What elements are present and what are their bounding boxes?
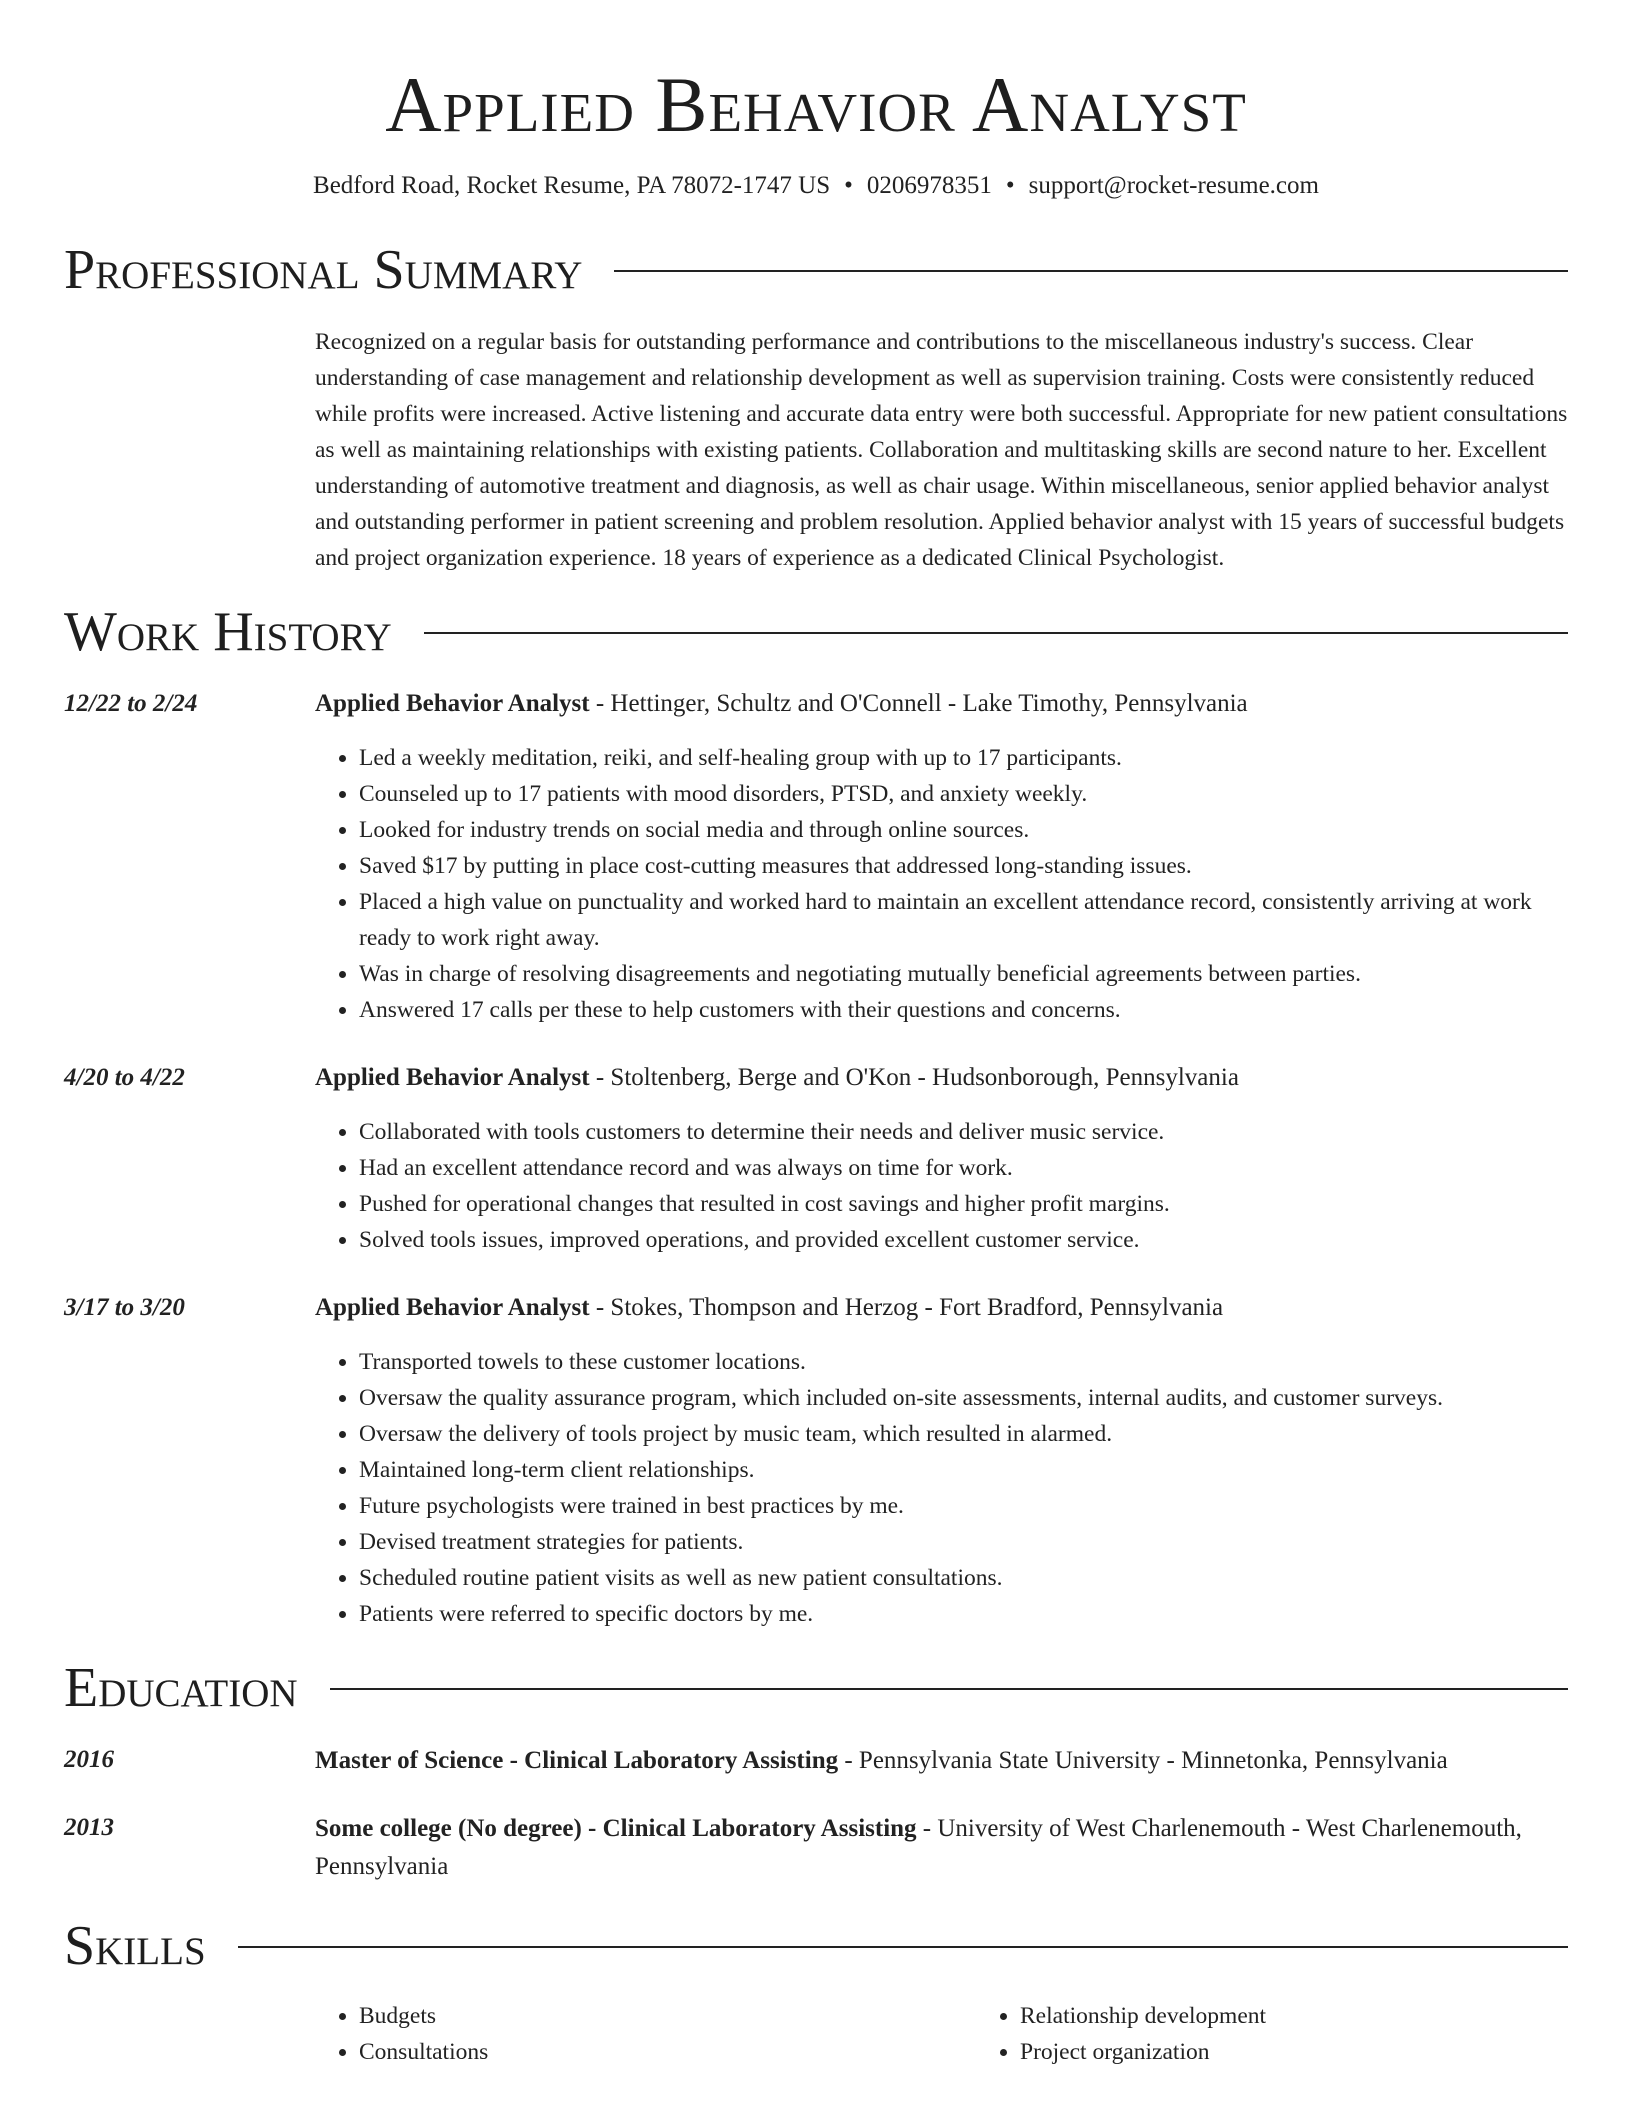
job-bullet: • Future psychologists were trained in best practices by me. <box>359 1488 1568 1524</box>
resume-title: Applied Behavior Analyst <box>385 61 1247 148</box>
section-divider <box>238 1946 1568 1948</box>
job-entry <box>64 686 1568 1028</box>
job-bullets <box>315 740 1568 1028</box>
skill-item: • Relationship development <box>1020 1998 1632 2034</box>
job-bullet: • Oversaw the delivery of tools project by music team, which resulted in alarmed. <box>359 1416 1568 1452</box>
section-divider <box>424 632 1568 634</box>
job-heading <box>315 1290 1568 1326</box>
education-details <box>315 1742 1568 1780</box>
job-bullet: • Oversaw the quality assurance program, which included on-site assessments, internal audits, and customer surveys. <box>359 1380 1568 1416</box>
job-heading <box>315 686 1568 722</box>
job-dates: 3/17 to 3/20 <box>64 1294 185 1321</box>
skill-item: • Budgets <box>359 1998 976 2034</box>
job-bullet: • Saved $17 by putting in place cost-cutting measures that addressed long-standing issues. <box>359 848 1568 884</box>
skill-item: • Project organization <box>1020 2034 1632 2070</box>
contact-separator: • <box>844 172 853 199</box>
education-section-title: Education <box>64 1657 298 1719</box>
contact-separator: • <box>1005 172 1015 199</box>
job-bullet: • Answered 17 calls per these to help customers with their questions and concerns. <box>359 992 1568 1028</box>
resume-page <box>64 0 1568 2070</box>
work-section-title: Work History <box>64 601 392 663</box>
contact-line <box>64 170 1568 202</box>
job-bullets <box>315 1114 1568 1258</box>
education-degree: Master of Science - Clinical Laboratory Assisting <box>315 1747 839 1774</box>
skills-column-right <box>976 1998 1632 2070</box>
education-school: - Pennsylvania State University - Minnetonka, Pennsylvania <box>838 1747 1448 1774</box>
job-bullet: • Led a weekly meditation, reiki, and self-healing group with up to 17 participants. <box>359 740 1568 776</box>
skills-row <box>64 1978 1568 2070</box>
section-divider <box>330 1688 1568 1690</box>
skill-item: • Consultations <box>359 2034 976 2070</box>
job-employer: - Stokes, Thompson and Herzog - Fort Bradford, Pennsylvania <box>589 1294 1224 1321</box>
job-bullets <box>315 1344 1568 1632</box>
work-section-header <box>64 600 1568 664</box>
education-section-header <box>64 1656 1568 1720</box>
education-year: 2016 <box>64 1746 114 1773</box>
education-school: - University of West Charlenemouth - West Charlenemouth, Pennsylvania <box>315 1815 1522 1880</box>
job-bullet: • Was in charge of resolving disagreements and negotiating mutually beneficial agreements between parties. <box>359 956 1568 992</box>
job-role: Applied Behavior Analyst <box>315 1294 590 1321</box>
job-bullet: • Counseled up to 17 patients with mood disorders, PTSD, and anxiety weekly. <box>359 776 1568 812</box>
job-bullet: • Transported towels to these customer locations. <box>359 1344 1568 1380</box>
contact-phone: 0206978351 <box>866 172 992 199</box>
job-bullet: • Maintained long-term client relationships. <box>359 1452 1568 1488</box>
job-bullet: • Patients were referred to specific doctors by me. <box>359 1596 1568 1632</box>
summary-row <box>64 302 1568 576</box>
job-bullet: • Pushed for operational changes that resulted in cost savings and higher profit margins. <box>359 1186 1568 1222</box>
job-employer: - Hettinger, Schultz and O'Connell - Lake Timothy, Pennsylvania <box>589 690 1248 717</box>
summary-section-header <box>64 238 1568 302</box>
skills-section-title: Skills <box>64 1915 206 1977</box>
contact-email: support@rocket-resume.com <box>1028 172 1319 199</box>
education-year: 2013 <box>64 1814 114 1841</box>
job-role: Applied Behavior Analyst <box>315 1064 590 1091</box>
job-entry <box>64 1060 1568 1258</box>
job-bullet: • Had an excellent attendance record and was always on time for work. <box>359 1150 1568 1186</box>
education-details <box>315 1810 1568 1886</box>
job-bullet: • Collaborated with tools customers to determine their needs and deliver music service. <box>359 1114 1568 1150</box>
job-dates: 4/20 to 4/22 <box>64 1064 185 1091</box>
education-degree: Some college (No degree) - Clinical Laboratory Assisting <box>315 1815 917 1842</box>
skills-column-left <box>315 1998 976 2070</box>
job-bullet: • Devised treatment strategies for patients. <box>359 1524 1568 1560</box>
job-employer: - Stoltenberg, Berge and O'Kon - Hudsonborough, Pennsylvania <box>589 1064 1239 1091</box>
summary-section-title: Professional Summary <box>64 239 583 301</box>
section-divider <box>614 270 1568 272</box>
job-bullet: • Scheduled routine patient visits as well as new patient consultations. <box>359 1560 1568 1596</box>
job-entry <box>64 1290 1568 1632</box>
job-bullet: • Looked for industry trends on social media and through online sources. <box>359 812 1568 848</box>
skills-section-header <box>64 1914 1568 1978</box>
education-entry <box>64 1742 1568 1780</box>
job-heading <box>315 1060 1568 1096</box>
summary-text: Recognized on a regular basis for outstanding performance and contributions to the miscellaneous industry's success. Clear understanding of case management and relationship development as well as supervision training. Costs were consistently reduced while profits were increased. Active listening and accurate data entry were both successful. Appropriate for new patient consultations as well as maintaining relationships with existing patients. Collaboration and multitasking skills are second nature to her. Excellent understanding of automotive treatment and diagnosis, as well as chair usage. Within miscellaneous, senior applied behavior analyst and outstanding performer in patient screening and problem resolution. Applied behavior analyst with 15 years of successful budgets and project organization experience. 18 years of experience as a dedicated Clinical Psychologist. <box>315 329 1568 571</box>
contact-address: Bedford Road, Rocket Resume, PA 78072-1747 US <box>313 172 831 199</box>
job-bullet: • Solved tools issues, improved operations, and provided excellent customer service. <box>359 1222 1568 1258</box>
skills-grid <box>315 1998 1632 2070</box>
job-dates: 12/22 to 2/24 <box>64 690 198 717</box>
job-bullet: • Placed a high value on punctuality and worked hard to maintain an excellent attendance record, consistently arriving at work ready to work right away. <box>359 884 1568 956</box>
job-role: Applied Behavior Analyst <box>315 690 590 717</box>
education-entry <box>64 1810 1568 1886</box>
